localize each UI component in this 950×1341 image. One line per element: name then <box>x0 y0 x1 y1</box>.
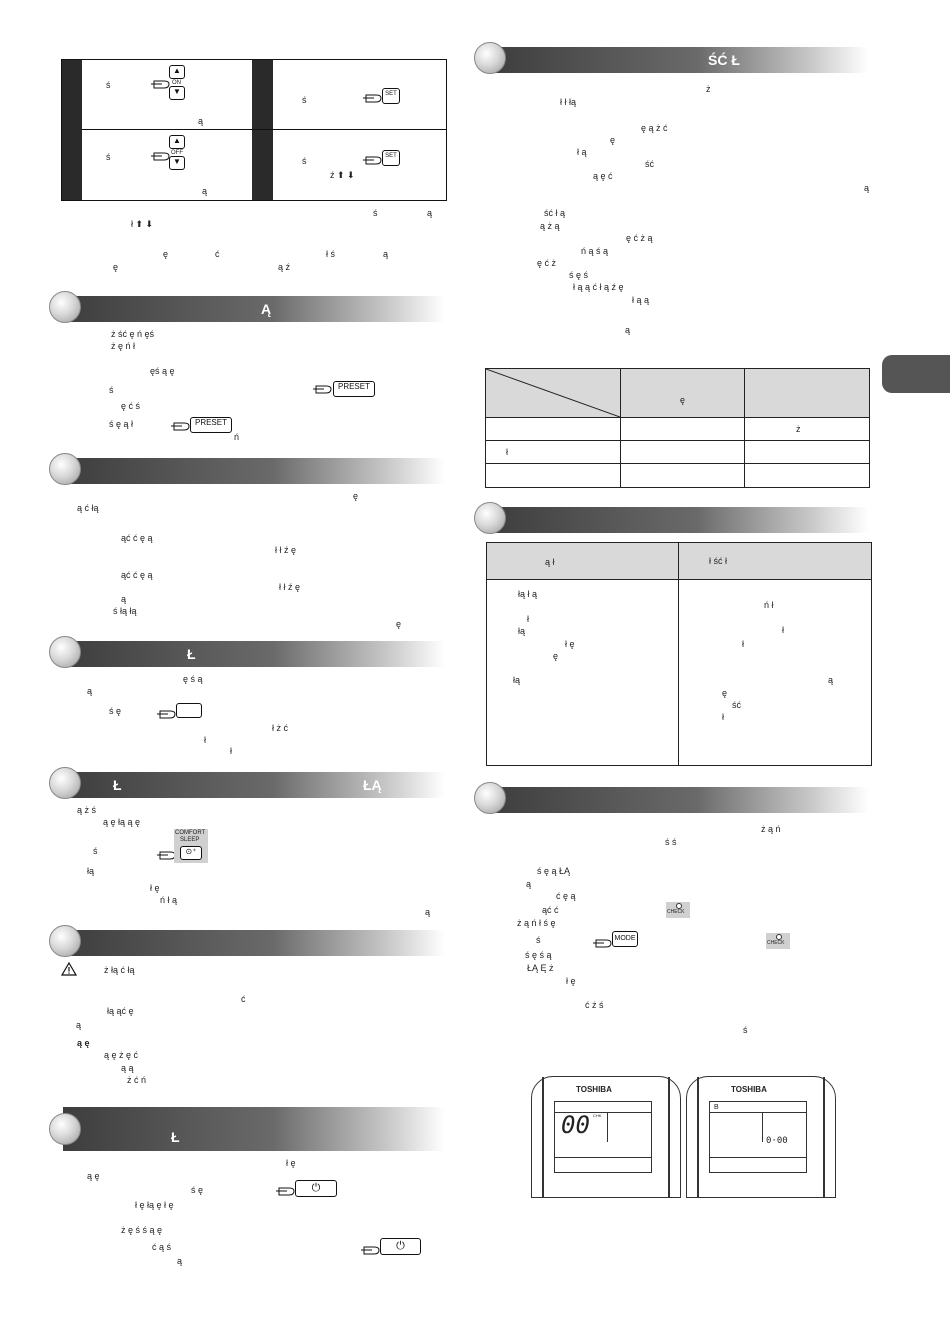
remote-edge <box>668 1077 670 1197</box>
check-button[interactable]: CHECK <box>667 909 685 915</box>
section-header-check <box>488 787 868 813</box>
body-text: ż ę ś ś ą ę <box>121 1225 163 1235</box>
section-bullet-icon <box>49 925 81 957</box>
section-bullet-icon <box>49 1113 81 1145</box>
body-text: ł <box>230 746 232 756</box>
body-text: ś ś <box>665 837 677 847</box>
body-text: ą ę <box>87 1171 100 1181</box>
cell3-text: ś <box>106 152 111 162</box>
down-arrow-button[interactable]: ▼ <box>169 86 185 100</box>
table-cell: łą <box>518 626 526 636</box>
section-bullet-icon <box>474 502 506 534</box>
table-cell: ż <box>796 424 801 434</box>
table-header-cell: ł ść ł <box>709 556 727 566</box>
body-text: ł <box>204 735 206 745</box>
body-text: ż ą ń <box>761 824 781 834</box>
section-title: Ł <box>113 777 122 793</box>
body-text: ż ść ę ń ęś <box>111 329 155 339</box>
table-cell: ł <box>782 625 784 635</box>
body-text: ą ą <box>121 1063 134 1073</box>
body-text: ć ą ś <box>152 1242 172 1252</box>
lcd-line <box>555 1157 651 1158</box>
section-bullet-icon <box>49 453 81 485</box>
body-text: ą <box>87 686 93 696</box>
remote-edge <box>823 1077 825 1197</box>
remote-lcd <box>709 1101 807 1173</box>
top-instruction-table <box>61 59 447 201</box>
comfort-sleep-button[interactable]: ⊙⁺ <box>180 846 202 860</box>
body-text: ę ć ż ą <box>626 233 653 243</box>
body-text: ł ę łą ę ł ę <box>135 1200 174 1210</box>
pointing-hand-icon <box>360 1244 380 1256</box>
pointing-hand-icon <box>362 154 382 166</box>
section-header-warning <box>63 930 445 956</box>
section-header-preset <box>63 296 445 322</box>
check-button-panel <box>766 933 790 949</box>
body-text: ęś ą ę <box>150 366 175 376</box>
body-text: ś ę ą ŁĄ <box>537 866 571 876</box>
pointing-hand-icon <box>170 420 190 432</box>
section-bullet-icon <box>49 291 81 323</box>
body-text: ę <box>353 491 359 501</box>
body-text: ą ę łą ą ę <box>103 817 141 827</box>
table-cell: ę <box>722 688 728 698</box>
up-arrow-button[interactable]: ▲ <box>169 135 185 149</box>
body-text: ś <box>109 385 114 395</box>
body-text: ą <box>425 907 431 917</box>
cell1-bottom-text: ą <box>198 116 204 126</box>
cell4-arrows-text: ź ⬆ ⬇ <box>330 170 355 180</box>
cell2-text: ś <box>302 95 307 105</box>
body-text: ł ł ź ę <box>275 545 297 555</box>
body-text: ą <box>76 1020 82 1030</box>
remote-control-left <box>531 1076 681 1198</box>
sleep-label: SLEEP <box>180 837 200 843</box>
section-header-right2 <box>488 507 868 533</box>
body-text: ę ć ś <box>121 401 141 411</box>
table-cell: ę <box>553 651 559 661</box>
body-text: ąć ć <box>542 905 559 915</box>
body-text: ż <box>706 84 711 94</box>
mode-table <box>485 368 870 488</box>
table-cell: ł <box>527 614 529 624</box>
warning-text: ż łą ć łą <box>104 965 135 975</box>
body-text: ć ż ś <box>585 1000 604 1010</box>
cell3-bottom-text: ą <box>202 186 208 196</box>
body-text: ń ą ś ą <box>581 246 609 256</box>
section-bullet-icon <box>474 42 506 74</box>
body-text: ę ś ą <box>183 674 203 684</box>
remote-lcd <box>554 1101 652 1173</box>
body-text: ą ę ż ę ć <box>104 1050 139 1060</box>
table-cell: ść <box>732 700 741 710</box>
body-text: łą <box>87 866 95 876</box>
body-text: ąć ć ę ą <box>121 570 153 580</box>
table-hline <box>486 440 869 441</box>
lcd-line <box>710 1157 806 1158</box>
table-header-cell: ę <box>680 395 686 405</box>
body-text: ą <box>526 879 532 889</box>
body-text: ć <box>241 994 246 1004</box>
comfort-label: COMFORT <box>175 830 206 836</box>
pointing-hand-icon <box>362 92 382 104</box>
section-header-comfort-sleep <box>63 772 445 798</box>
note-text: ć <box>215 249 220 259</box>
table-vline <box>744 369 745 487</box>
pointing-hand-icon <box>150 78 170 90</box>
body-text: ł ł łą <box>560 97 577 107</box>
section-title: Ł <box>187 646 196 662</box>
table-vline <box>678 543 679 765</box>
remote-control-right <box>686 1076 836 1198</box>
body-text: ą ć łą <box>77 503 99 513</box>
note-text: ą ź <box>278 262 291 272</box>
table-left-band <box>62 60 82 200</box>
body-text: ą ż ś <box>77 805 97 815</box>
lcd-line <box>710 1112 806 1113</box>
body-text: ść <box>645 159 654 169</box>
body-text: ą ż ą <box>540 221 560 231</box>
table-cell: łą ł ą <box>518 589 538 599</box>
comparison-table <box>486 542 872 766</box>
body-text: ż ć ń <box>127 1075 147 1085</box>
note-text: ą <box>383 249 389 259</box>
section-title: Ł <box>171 1129 180 1145</box>
lcd-small-label: CHK <box>593 1113 602 1118</box>
lcd-line <box>607 1112 608 1142</box>
cell1-text: ś <box>106 80 111 90</box>
body-text: ł ą ą <box>632 295 650 305</box>
body-text: ś ę ś <box>569 270 589 280</box>
note-text: ę <box>163 249 169 259</box>
body-text: ś ę ą ł <box>109 419 134 429</box>
cell4-text: ś <box>302 156 307 166</box>
pointing-hand-icon <box>156 849 176 861</box>
remote-edge <box>697 1077 699 1197</box>
body-text: ę <box>610 135 616 145</box>
body-text: ż ą ń ł ś ę <box>517 918 556 928</box>
body-text: ł ę <box>566 976 576 986</box>
body-text: ę ć ż <box>537 258 557 268</box>
blank-remote-button[interactable] <box>176 703 202 718</box>
body-text: ę ą ż ć <box>641 123 668 133</box>
preset-button[interactable]: PRESET <box>333 381 375 397</box>
section-header-right1 <box>488 47 868 73</box>
power-button[interactable]: ⏻ <box>380 1238 421 1255</box>
body-text: ł ą <box>577 147 587 157</box>
table-cell: ł <box>722 712 724 722</box>
section-bullet-icon <box>49 636 81 668</box>
body-text: ż ę ń ł <box>111 341 136 351</box>
table-cell: ł <box>506 447 508 457</box>
body-text: ą <box>625 325 631 335</box>
table-cell: ń ł <box>764 600 774 610</box>
body-text: ś <box>743 1025 748 1035</box>
body-text: ą <box>864 183 870 193</box>
body-text: ąć ć ę ą <box>121 533 153 543</box>
body-text: ł ą ą ć ł ą ź ę <box>573 282 624 292</box>
table-cell: łą <box>513 675 521 685</box>
power-button[interactable]: ⏻ <box>295 1180 337 1197</box>
lcd-b-label: B <box>714 1104 719 1111</box>
brand-label: TOSHIBA <box>576 1085 612 1094</box>
check-button-panel <box>666 902 690 918</box>
lcd-digits: 0·00 <box>766 1136 788 1146</box>
chapter-tab <box>882 355 950 393</box>
body-text: ł ż ć <box>272 723 289 733</box>
section-title: ŚĆ Ł <box>708 52 740 68</box>
body-text: ś łą łą <box>113 606 137 616</box>
note-text: ą <box>427 208 433 218</box>
note-text: ł ś <box>326 249 335 259</box>
body-text: ł ł ź ę <box>279 582 301 592</box>
body-text: ę <box>396 619 402 629</box>
section-title-right: ŁĄ <box>363 777 382 793</box>
body-text: ś <box>536 935 541 945</box>
table-header-cell: ą ł <box>545 557 555 567</box>
pointing-hand-icon <box>275 1185 295 1197</box>
body-text: łą ąć ę <box>107 1006 134 1016</box>
comfort-sleep-button-panel <box>174 829 208 863</box>
section-bullet-icon <box>474 782 506 814</box>
body-text: ś <box>93 846 98 856</box>
section-header-4 <box>63 641 445 667</box>
table-cell: ł ę <box>565 639 575 649</box>
table-row-divider <box>82 129 446 130</box>
mode-button[interactable]: MODE <box>612 931 638 947</box>
check-button[interactable]: CHECK <box>767 940 785 946</box>
note-text: ś <box>373 208 378 218</box>
table-hline <box>486 417 869 418</box>
preset-button[interactable]: PRESET <box>190 417 232 433</box>
body-text: ś ę ś ą <box>525 950 552 960</box>
body-text: ł ę <box>150 883 160 893</box>
body-text: ł ę <box>286 1158 296 1168</box>
body-text: ŁĄ Ę ż <box>527 963 554 973</box>
remote-edge <box>542 1077 544 1197</box>
body-text: ń ł ą <box>160 895 178 905</box>
set-button[interactable]: SET <box>382 88 400 104</box>
table-hline <box>486 463 869 464</box>
table-cell: ł <box>742 639 744 649</box>
body-text: ść ł ą <box>544 208 566 218</box>
lcd-digits: 00 <box>561 1111 590 1139</box>
body-text: ś ę <box>191 1185 204 1195</box>
body-text: ą <box>121 594 127 604</box>
pointing-hand-icon <box>156 708 176 720</box>
body-text: ą <box>177 1256 183 1266</box>
pointing-hand-icon <box>592 937 612 949</box>
set-button[interactable]: SET <box>382 150 400 166</box>
lcd-line <box>762 1112 763 1142</box>
warning-triangle-icon <box>61 962 77 976</box>
down-arrow-button[interactable]: ▼ <box>169 156 185 170</box>
pointing-hand-icon <box>312 383 332 395</box>
body-text-bold: ą ę <box>77 1038 90 1048</box>
header-diagonal <box>486 369 620 417</box>
section-bullet-icon <box>49 767 81 799</box>
body-text: ą ę ć <box>593 171 613 181</box>
brand-label: TOSHIBA <box>731 1085 767 1094</box>
table-cell: ą <box>828 675 834 685</box>
body-text: ć ę ą <box>556 891 576 901</box>
table-vline <box>620 369 621 487</box>
section-header-3 <box>63 458 445 484</box>
note-text: ł ⬆ ⬇ <box>131 219 154 229</box>
off-label: OFF <box>171 150 183 156</box>
on-label: ON <box>172 80 181 86</box>
section-header-power <box>63 1107 445 1151</box>
pointing-hand-icon <box>150 150 170 162</box>
section-title: Ą <box>261 301 272 317</box>
body-text: ń <box>234 432 240 442</box>
up-arrow-button[interactable]: ▲ <box>169 65 185 79</box>
note-text: ę <box>113 262 119 272</box>
table-mid-band <box>252 60 273 200</box>
body-text: ś ę <box>109 706 122 716</box>
